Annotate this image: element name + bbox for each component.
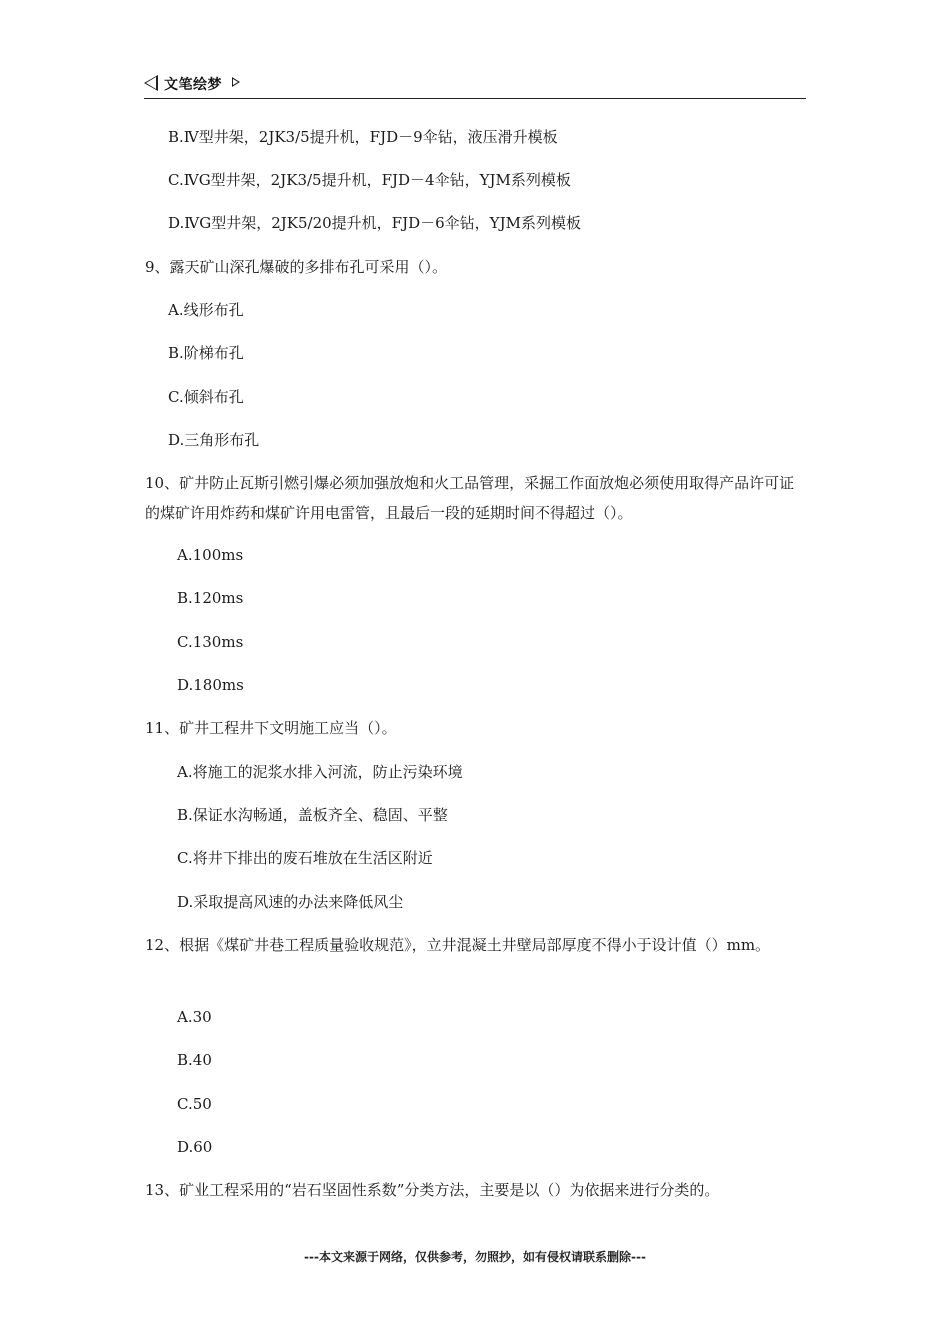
footer-notice: ---本文来源于网络，仅供参考，勿照抄，如有侵权请联系删除--- [304,1250,646,1264]
q8-option-b: B.Ⅳ型井架，2JK3/5提升机，FJD－9伞钻，液压滑升模板 [168,128,558,146]
q8-option-c: C.ⅣG型井架，2JK3/5提升机，FJD－4伞钻，YJM系列模板 [168,171,571,189]
left-triangle-icon [144,75,158,91]
q11-option-a: A.将施工的泥浆水排入河流，防止污染环境 [177,763,463,781]
q10-option-d: D.180ms [177,676,244,694]
q9-option-b: B.阶梯布孔 [168,344,244,362]
right-triangle-icon [232,77,240,87]
q9-option-d: D.三角形布孔 [168,431,260,449]
q11-option-b: B.保证水沟畅通，盖板齐全、稳固、平整 [177,806,448,824]
q10-option-a: A.100ms [177,546,244,564]
question-11: 11、矿井工程井下文明施工应当（）。 [145,719,397,737]
q12-option-b: B.40 [177,1051,212,1069]
q9-option-c: C.倾斜布孔 [168,388,244,406]
page-header [144,72,806,99]
q12-option-d: D.60 [177,1138,213,1156]
question-12: 12、根据《煤矿井巷工程质量验收规范》，立井混凝土井壁局部厚度不得小于设计值（）mm。 [145,936,771,954]
q12-option-a: A.30 [177,1008,212,1026]
q9-option-a: A.线形布孔 [168,301,244,319]
q10-option-c: C.130ms [177,633,244,651]
q8-option-d: D.ⅣG型井架，2JK5/20提升机，FJD－6伞钻，YJM系列模板 [168,214,581,232]
q10-option-b: B.120ms [177,589,244,607]
brand-title: 文笔绘梦 [164,77,222,93]
question-13: 13、矿业工程采用的“岩石坚固性系数”分类方法，主要是以（）为依据来进行分类的。 [145,1181,720,1199]
q12-option-c: C.50 [177,1095,212,1113]
question-9: 9、露天矿山深孔爆破的多排布孔可采用（）。 [145,258,448,276]
q11-option-d: D.采取提高风速的办法来降低风尘 [177,893,404,911]
question-10: 10、矿井防止瓦斯引燃引爆必须加强放炮和火工品管理，采掘工作面放炮必须使用取得产品许可证的煤矿许用炸药和煤矿许用电雷管，且最后一段的延期时间不得超过（）。 [145,474,795,522]
q11-option-c: C.将井下排出的废石堆放在生活区附近 [177,849,433,867]
